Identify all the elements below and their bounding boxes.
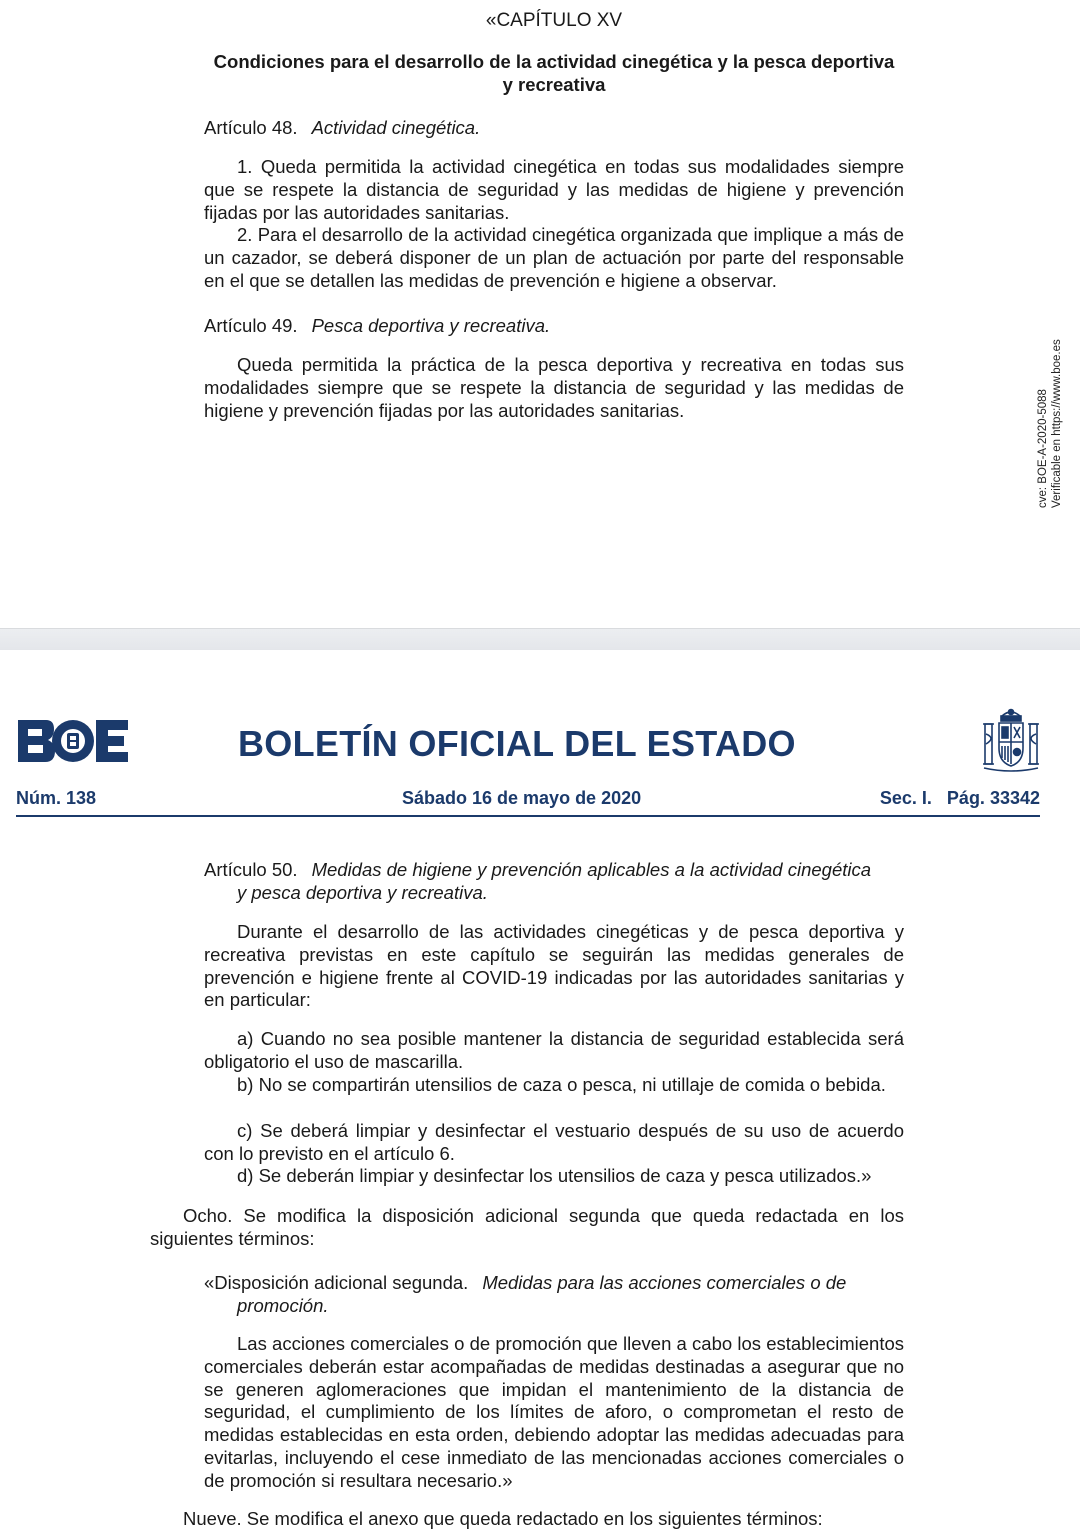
issue-number: Núm. 138 xyxy=(16,788,97,808)
cve-verification-note xyxy=(1034,312,1064,512)
issue-date: Sábado 16 de mayo de 2020 xyxy=(402,788,642,808)
article-48-paragraph-2: 2. Para el desarrollo de la actividad cinegética organizada que implique a más de un cazador, se deberá disponer de un plan de actuación por parte del responsable en el que se detallen las medidas de prevención e higiene a observar. xyxy=(204,224,904,291)
article-48-heading xyxy=(204,117,904,140)
article-49-title: Pesca deportiva y recreativa. xyxy=(311,315,551,336)
cve-code: cve: BOE-A-2020-5088 xyxy=(1037,389,1049,508)
article-50-item-d: d) Se deberán limpiar y desinfectar los utensilios de caza y pesca utilizados.» xyxy=(237,1165,872,1186)
provision-number: «Disposición adicional segunda. xyxy=(204,1272,469,1293)
spain-coat-of-arms-icon xyxy=(980,706,1042,774)
article-48-number: Artículo 48. xyxy=(204,117,298,138)
chapter-subtitle-line-2: y recreativa xyxy=(502,74,606,95)
article-49-paragraph: Queda permitida la práctica de la pesca deportiva y recreativa en todas sus modalidades siempre que se respete la distancia de seguridad y las medidas de higiene y prevención fijadas por las autoridades sanitarias. xyxy=(204,354,904,421)
header-rule xyxy=(16,815,1040,817)
boe-logo xyxy=(16,718,130,764)
chapter-subtitle xyxy=(204,50,904,96)
page-separator xyxy=(0,628,1080,652)
chapter-heading: «CAPÍTULO XV xyxy=(485,10,623,31)
chapter-subtitle-line-1: Condiciones para el desarrollo de la actividad cinegética y la pesca deportiva xyxy=(213,51,895,72)
article-50-title-line-1: Medidas de higiene y prevención aplicables a la actividad cinegética xyxy=(311,859,872,880)
article-50-intro: Durante el desarrollo de las actividades cinegéticas y de pesca deportiva y recreativa previstas en este capítulo se seguirán las medidas generales de prevención e higiene frente al COVID-19 indicadas por las autoridades sanitarias y en particular: xyxy=(204,921,904,1011)
article-49-number: Artículo 49. xyxy=(204,315,298,336)
article-50-item-a: a) Cuando no sea posible mantener la distancia de seguridad establecida será obligatorio el uso de mascarilla. xyxy=(204,1028,904,1072)
provision-heading xyxy=(204,1272,904,1318)
cve-verification-url: Verificable en https://www.boe.es xyxy=(1051,339,1063,508)
article-50-title-line-2: y pesca deportiva y recreativa. xyxy=(237,881,488,903)
provision-title-line-1: Medidas para las acciones comerciales o de xyxy=(482,1272,847,1293)
article-50-number: Artículo 50. xyxy=(204,859,298,880)
provision-body: Las acciones comerciales o de promoción que lleven a cabo los establecimientos comerciales deberán estar acompañadas de medidas destinadas a asegurar que no se generen aglomeraciones que impidan el mantenimiento de la distancia de seguridad, el cumplimiento de los límites de aforo, o comprometan el resto de medidas establecidas en esta orden, debiendo adoptar las medidas adecuadas para evitarlas, incluyendo el cese inmediato de las mencionadas acciones comerciales o de promoción si resultara necesario.» xyxy=(204,1333,904,1491)
document-page xyxy=(0,650,1080,1540)
article-50-item-c: c) Se deberá limpiar y desinfectar el vestuario después de su uso de acuerdo con lo previsto en el artículo 6. xyxy=(204,1120,904,1164)
document-page-previous xyxy=(0,0,1080,628)
section-page: Sec. I. Pág. 33342 xyxy=(879,788,1040,808)
article-48-paragraph-1: 1. Queda permitida la actividad cinegética en todas sus modalidades siempre que se respete la distancia de seguridad y las medidas de higiene y prevención fijadas por las autoridades sanitarias. xyxy=(204,156,904,223)
article-50-heading xyxy=(204,859,904,905)
article-48-title: Actividad cinegética. xyxy=(311,117,481,138)
issue-info-bar xyxy=(16,788,1040,812)
amendment-nueve: Nueve. Se modifica el anexo que queda redactado en los siguientes términos: xyxy=(183,1508,823,1529)
article-49-heading xyxy=(204,315,904,338)
gazette-title: BOLETÍN OFICIAL DEL ESTADO xyxy=(238,723,796,764)
amendment-ocho: Ocho. Se modifica la disposición adicional segunda que queda redactada en los siguientes términos: xyxy=(150,1205,904,1249)
provision-title-line-2: promoción. xyxy=(237,1294,329,1316)
article-50-item-b: b) No se compartirán utensilios de caza o pesca, ni utillaje de comida o bebida. xyxy=(237,1074,886,1095)
